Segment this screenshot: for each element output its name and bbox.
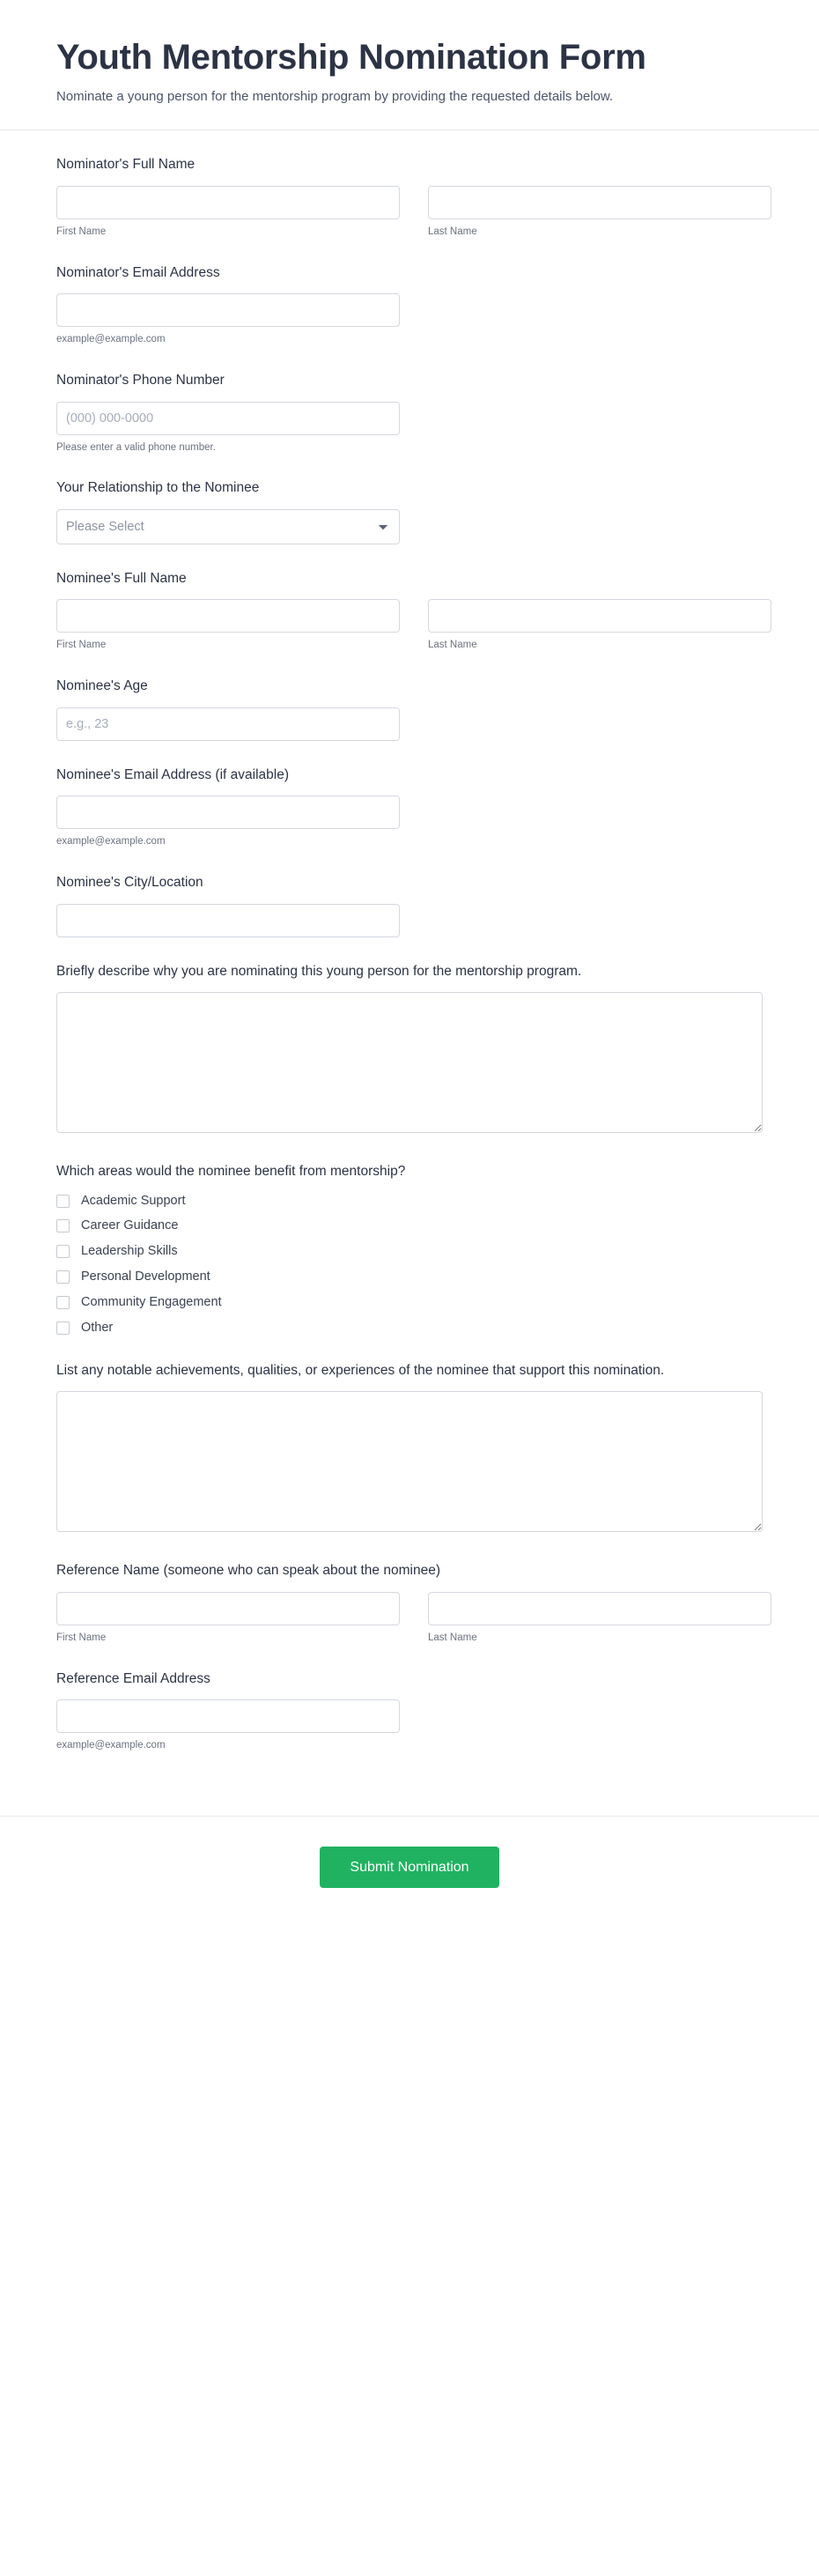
nominator-first-name-group (56, 186, 400, 239)
field-relationship (56, 478, 763, 544)
nominee-email-group (56, 796, 400, 848)
checkbox-label: Community Engagement (81, 1295, 222, 1309)
checkbox-label: Other (81, 1320, 114, 1335)
reference-last-name-input[interactable] (428, 1592, 771, 1625)
reference-email-input[interactable] (56, 1699, 400, 1733)
checkbox-icon[interactable] (56, 1245, 70, 1258)
reference-email-group (56, 1699, 400, 1752)
checkbox-icon[interactable] (56, 1195, 70, 1208)
label-relationship: Your Relationship to the Nominee (56, 480, 260, 496)
field-reference-name (56, 1561, 763, 1644)
checkbox-row-academic-support[interactable] (56, 1193, 763, 1210)
label-achievements: List any notable achievements, qualities, or experiences of the nominee that support this nomination. (56, 1362, 665, 1378)
checkbox-icon[interactable] (56, 1270, 70, 1284)
reference-email-sublabel: example@example.com (56, 1740, 166, 1751)
field-nominator-full-name (56, 155, 763, 238)
checkbox-row-leadership-skills[interactable] (56, 1243, 763, 1260)
field-nomination-reason (56, 962, 763, 1137)
nomination-reason-textarea[interactable] (56, 992, 763, 1133)
achievements-textarea[interactable] (56, 1391, 763, 1532)
nominator-last-name-input[interactable] (428, 186, 771, 219)
field-reference-email (56, 1669, 763, 1752)
label-nomination-reason: Briefly describe why you are nominating this young person for the mentorship program. (56, 963, 582, 979)
nominator-email-input[interactable] (56, 293, 400, 327)
reference-last-name-group (428, 1592, 771, 1645)
nominee-last-name-sublabel: Last Name (428, 640, 477, 651)
nominator-first-name-sublabel: First Name (56, 226, 107, 237)
nominator-phone-group (56, 402, 400, 455)
nominee-first-name-group (56, 599, 400, 652)
label-nominee-full-name: Nominee's Full Name (56, 570, 187, 586)
nominee-city-group (56, 904, 400, 937)
nominator-last-name-group (428, 186, 771, 239)
checkbox-icon[interactable] (56, 1219, 70, 1232)
nominator-last-name-sublabel: Last Name (428, 226, 477, 237)
nominator-email-group (56, 293, 400, 346)
nominee-email-sublabel: example@example.com (56, 836, 166, 848)
label-nominator-email: Nominator's Email Address (56, 264, 220, 280)
relationship-group (56, 509, 400, 544)
relationship-select[interactable] (56, 509, 400, 544)
field-nominator-email (56, 263, 763, 346)
field-nominee-email (56, 766, 763, 848)
field-nominee-full-name (56, 569, 763, 652)
nominator-phone-input[interactable] (56, 402, 400, 435)
checkbox-label: Career Guidance (81, 1218, 179, 1233)
checkbox-row-other[interactable] (56, 1320, 763, 1336)
checkbox-label: Leadership Skills (81, 1244, 178, 1259)
field-nominee-city (56, 873, 763, 936)
checkbox-icon[interactable] (56, 1321, 70, 1335)
label-nominee-city: Nominee's City/Location (56, 875, 203, 891)
form-body (0, 130, 819, 1786)
nominee-city-input[interactable] (56, 904, 400, 937)
nominee-first-name-sublabel: First Name (56, 640, 107, 651)
submit-nomination-button[interactable]: Submit Nomination (320, 1847, 498, 1888)
reference-first-name-input[interactable] (56, 1592, 400, 1625)
name-row (56, 186, 763, 239)
field-achievements (56, 1361, 763, 1536)
checkbox-row-personal-development[interactable] (56, 1269, 763, 1285)
nominee-first-name-input[interactable] (56, 599, 400, 633)
label-nominee-email: Nominee's Email Address (if available) (56, 766, 289, 782)
reference-first-name-sublabel: First Name (56, 1632, 107, 1643)
field-mentorship-areas (56, 1162, 763, 1336)
nominee-last-name-input[interactable] (428, 599, 771, 633)
label-nominator-full-name: Nominator's Full Name (56, 157, 196, 173)
form-header (0, 0, 819, 130)
nominee-age-group (56, 707, 400, 741)
label-reference-email: Reference Email Address (56, 1670, 210, 1686)
label-reference-name: Reference Name (someone who can speak about the nominee) (56, 1563, 440, 1579)
checkbox-label: Personal Development (81, 1269, 210, 1284)
reference-last-name-sublabel: Last Name (428, 1632, 477, 1643)
page-title: Youth Mentorship Nomination Form (56, 38, 646, 77)
reference-first-name-group (56, 1592, 400, 1645)
checkbox-icon[interactable] (56, 1296, 70, 1309)
mentorship-areas-list (56, 1193, 763, 1336)
label-nominator-phone: Nominator's Phone Number (56, 373, 225, 389)
nominee-last-name-group (428, 599, 771, 652)
nominator-email-sublabel: example@example.com (56, 334, 166, 345)
nominator-phone-sublabel: Please enter a valid phone number. (56, 441, 216, 453)
label-mentorship-areas: Which areas would the nominee benefit from mentorship? (56, 1164, 406, 1180)
name-row (56, 1592, 763, 1645)
name-row (56, 599, 763, 652)
field-nominator-phone (56, 371, 763, 454)
checkbox-row-career-guidance[interactable] (56, 1218, 763, 1234)
field-nominee-age (56, 677, 763, 740)
checkbox-row-community-engagement[interactable] (56, 1294, 763, 1311)
form-footer (0, 1816, 819, 1928)
nominee-email-input[interactable] (56, 796, 400, 829)
checkbox-label: Academic Support (81, 1193, 186, 1208)
nominator-first-name-input[interactable] (56, 186, 400, 219)
form-subtitle: Nominate a young person for the mentorship program by providing the requested details below. (56, 89, 614, 104)
nominee-age-input[interactable] (56, 707, 400, 741)
label-nominee-age: Nominee's Age (56, 678, 148, 694)
